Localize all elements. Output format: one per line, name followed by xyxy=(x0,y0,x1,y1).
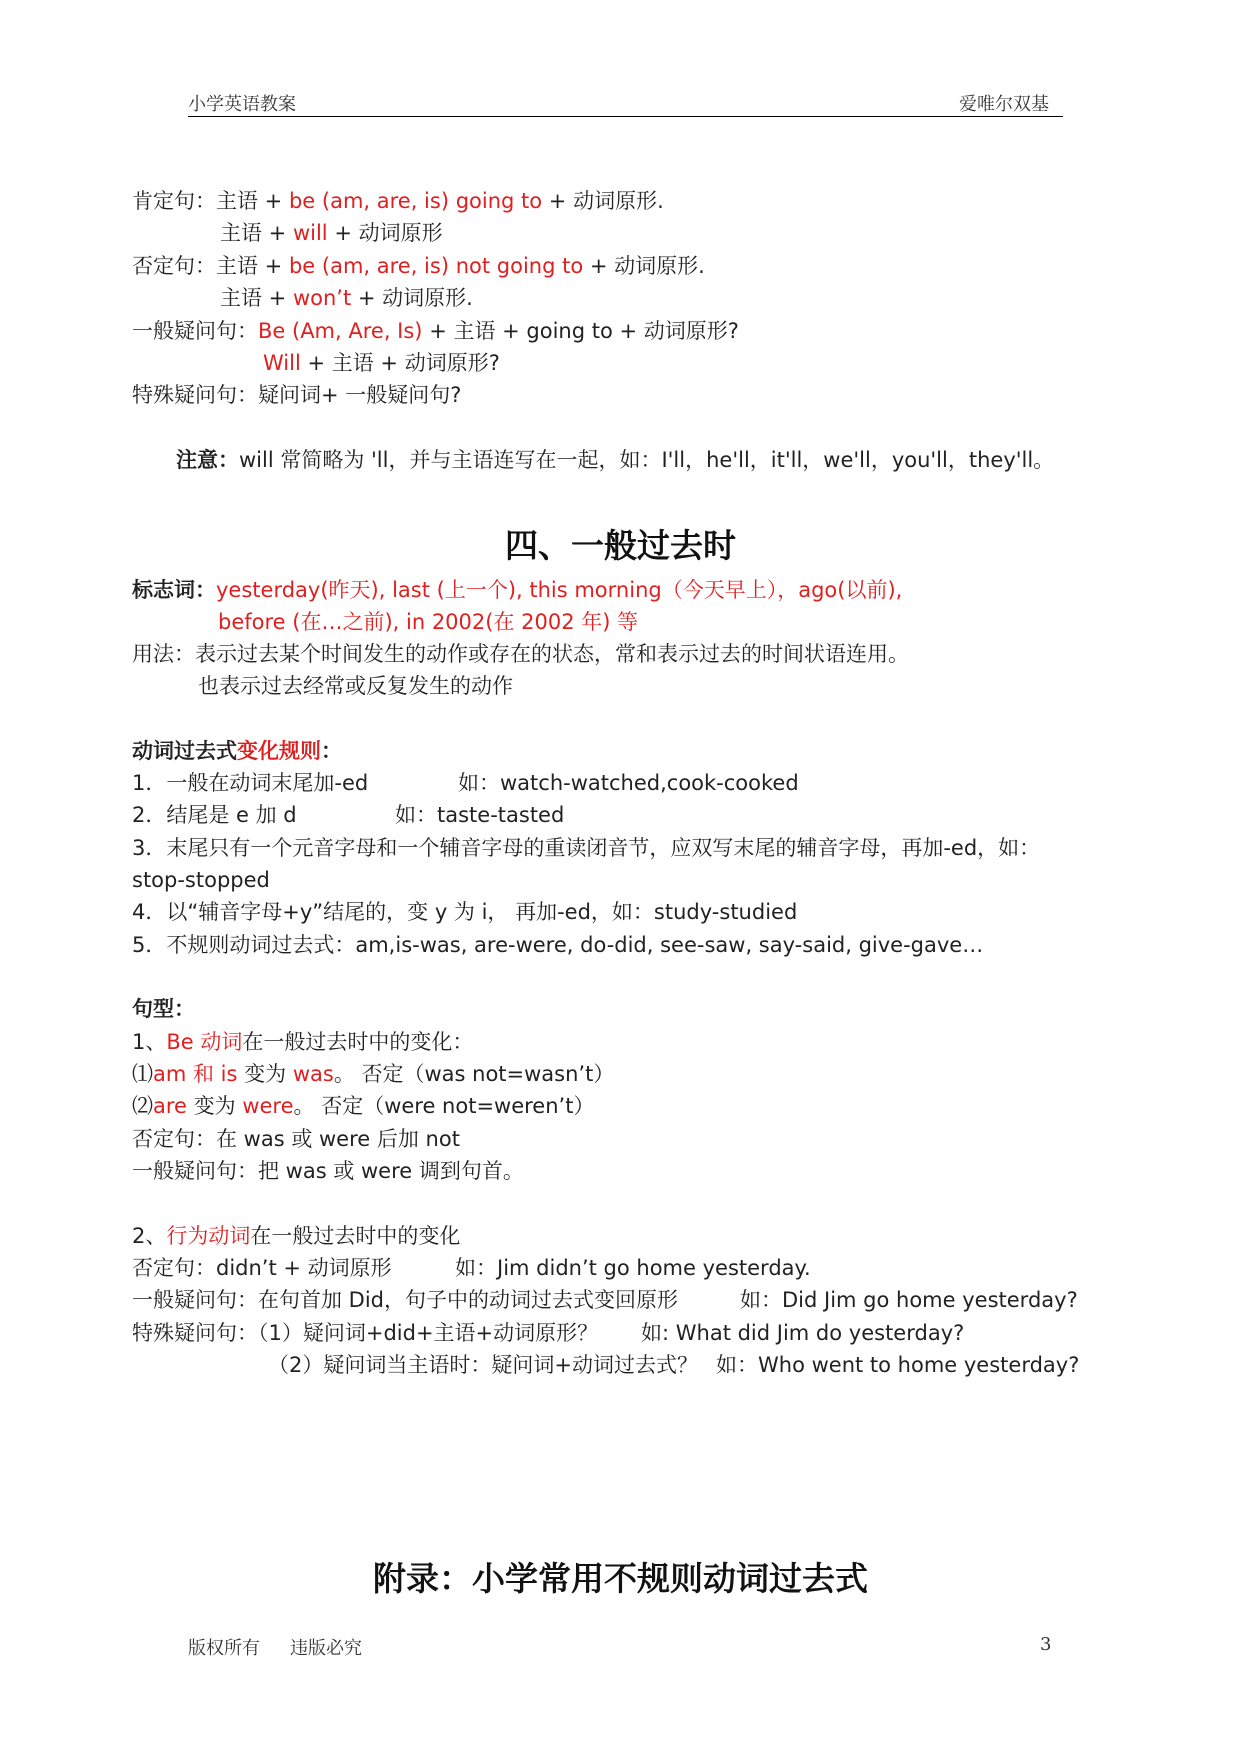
future-line-7: 特殊疑问句：疑问词+ 一般疑问句? xyxy=(132,383,462,407)
action-verb-negative: 否定句：didn’t + 动词原形 xyxy=(132,1256,392,1280)
be-verb-line-2: ⑴am 和 is 变为 was。 否定（was not=wasn’t） xyxy=(132,1062,615,1086)
rule-1-example: 如：watch-watched,cook-cooked xyxy=(458,771,799,795)
action-verb-question-example: 如：Did Jim go home yesterday? xyxy=(740,1288,1078,1312)
be-verb-line-3: ⑵are 变为 were。 否定（were not=weren’t） xyxy=(132,1094,595,1118)
future-line-4: 主语 + won’t + 动词原形. xyxy=(220,286,473,310)
section-title-past: 四、一般过去时 xyxy=(505,526,736,565)
keywords-line-2: before (在…之前), in 2002(在 2002 年) 等 xyxy=(218,610,639,634)
rule-3: 3．末尾只有一个元音字母和一个辅音字母的重读闭音节，应双写末尾的辅音字母，再加-ed，如： xyxy=(132,836,1041,860)
action-verb-question: 一般疑问句：在句首加 Did，句子中的动词过去式变回原形 xyxy=(132,1288,679,1312)
action-verb-line-1: 2、行为动词在一般过去时中的变化 xyxy=(132,1224,461,1248)
header-right: 爱唯尔双基 xyxy=(959,94,1049,115)
rule-1: 1．一般在动词末尾加-ed xyxy=(132,771,369,795)
future-line-3: 否定句：主语 + be (am, are, is) not going to + 动词原形. xyxy=(132,254,705,278)
rule-4: 4．以“辅音字母+y”结尾的，变 y 为 i， 再加-ed，如：study-studied xyxy=(132,900,798,924)
usage-line-1: 用法：表示过去某个时间发生的动作或存在的状态，常和表示过去的时间状语连用。 xyxy=(132,642,909,666)
future-line-5: 一般疑问句：Be (Am, Are, Is) + 主语 + going to + 动词原形? xyxy=(132,319,739,343)
action-verb-negative-example: 如：Jim didn’t go home yesterday. xyxy=(455,1256,811,1280)
footer-copyright: 版权所有 xyxy=(188,1638,260,1659)
pattern-title: 句型： xyxy=(132,997,195,1021)
usage-line-2: 也表示过去经常或反复发生的动作 xyxy=(198,674,513,698)
rule-2-example: 如：taste-tasted xyxy=(395,803,565,827)
action-verb-special-2-example: 如：Who went to home yesterday? xyxy=(716,1353,1080,1377)
be-verb-question: 一般疑问句：把 was 或 were 调到句首。 xyxy=(132,1159,524,1183)
page-header xyxy=(188,88,1063,117)
appendix-title: 附录：小学常用不规则动词过去式 xyxy=(373,1559,868,1598)
rule-3-example: stop-stopped xyxy=(132,868,270,892)
page-number: 3 xyxy=(1040,1634,1052,1655)
header-left: 小学英语教案 xyxy=(188,94,296,115)
be-verb-line-1: 1、Be 动词在一般过去时中的变化： xyxy=(132,1030,474,1054)
footer-piracy: 违版必究 xyxy=(290,1638,362,1659)
be-verb-negative: 否定句：在 was 或 were 后加 not xyxy=(132,1127,460,1151)
action-verb-special-2: （2）疑问词当主语时：疑问词+动词过去式？ xyxy=(268,1353,698,1377)
future-line-2: 主语 + will + 动词原形 xyxy=(220,221,443,245)
future-note: 注意：will 常简略为 'll，并与主语连写在一起，如：I'll，he'll，it'll，we'll，you'll，they'll。 xyxy=(176,448,1055,472)
keywords-line-1: 标志词：yesterday(昨天), last (上一个), this morning（今天早上），ago(以前), xyxy=(132,578,903,602)
action-verb-special-1: 特殊疑问句：（1）疑问词+did+主语+动词原形？ xyxy=(132,1321,599,1345)
future-line-6: Will + 主语 + 动词原形? xyxy=(263,351,500,375)
rules-title: 动词过去式变化规则： xyxy=(132,739,342,763)
rule-5: 5．不规则动词过去式：am,is-was, are-were, do-did, see-saw, say-said, give-gave… xyxy=(132,933,984,957)
future-line-1: 肯定句：主语 + be (am, are, is) going to + 动词原形. xyxy=(132,189,664,213)
rule-2: 2．结尾是 e 加 d xyxy=(132,803,297,827)
action-verb-special-1-example: 如: What did Jim do yesterday? xyxy=(641,1321,965,1345)
